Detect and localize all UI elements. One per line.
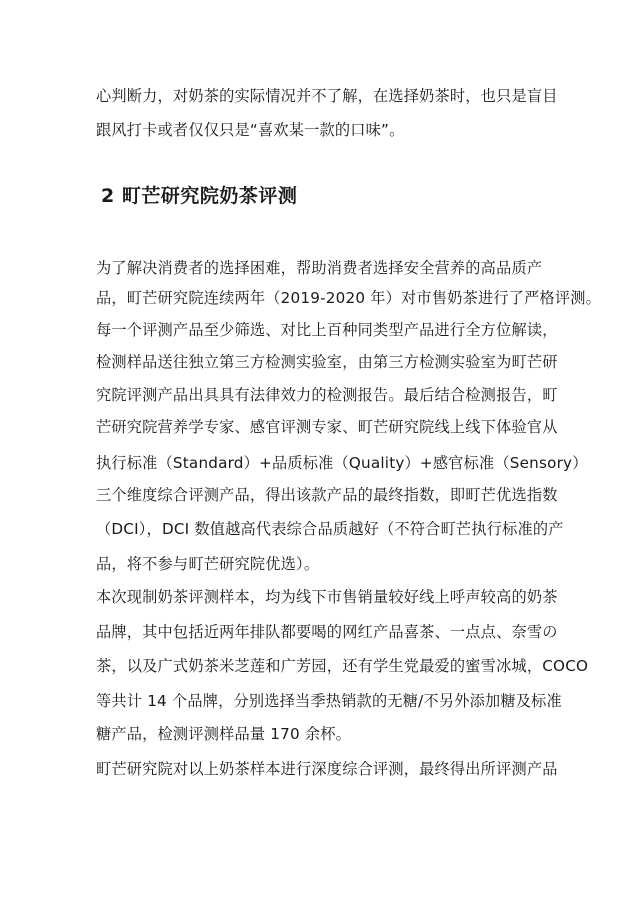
paragraph-1-line-8: 三个维度综合评测产品，得出该款产品的最终指数，即町芒优选指数 [96,486,558,504]
intro-line-2: 跟风打卡或者仅仅只是“喜欢某一款的口味”。 [96,121,405,139]
paragraph-2-line-5: 糖产品，检测评测样品量 170 余杯。 [96,725,352,743]
paragraph-1-line-1: 为了解决消费者的选择困难，帮助消费者选择安全营养的高品质产 [96,259,543,277]
paragraph-2-line-1: 本次现制奶茶评测样本，均为线下市售销量较好线上呼声较高的奶茶 [96,588,558,606]
paragraph-1-line-9: （DCI），DCI 数值越高代表综合品质越好（不符合町芒执行标准的产 [96,520,564,538]
intro-line-1: 心判断力，对奶茶的实际情况并不了解，在选择奶茶时，也只是盲目 [96,87,558,105]
paragraph-1-line-2: 品，町芒研究院连续两年（2019-2020 年）对市售奶茶进行了严格评测。 [96,289,602,307]
section-heading: 2 町芒研究院奶茶评测 [101,185,298,207]
paragraph-1-line-5: 究院评测产品出具具有法律效力的检测报告。最后结合检测报告，町 [96,386,558,404]
paragraph-1-line-3: 每一个评测产品至少筛选、对比上百种同类型产品进行全方位解读， [96,321,558,339]
paragraph-2-line-4: 等共计 14 个品牌，分别选择当季热销款的无糖/不另外添加糖及标准 [96,692,562,710]
paragraph-1-line-7: 执行标准（Standard）+品质标准（Quality）+感官标准（Sensory） [96,454,588,472]
paragraph-1-line-6: 芒研究院营养学专家、感官评测专家、町芒研究院线上线下体验官从 [96,418,558,436]
paragraph-2-line-2: 品牌，其中包括近两年排队都要喝的网红产品喜茶、一点点、奈雪の [96,623,558,641]
paragraph-1-line-4: 检测样品送往独立第三方检测实验室，由第三方检测实验室为町芒研 [96,353,558,371]
paragraph-1-line-10: 品，将不参与町芒研究院优选）。 [96,555,320,573]
paragraph-3-line-1: 町芒研究院对以上奶茶样本进行深度综合评测，最终得出所评测产品 [96,760,558,778]
paragraph-2-line-3: 茶，以及广式奶茶米芝莲和广芳园，还有学生党最爱的蜜雪冰城，COCO [96,657,589,675]
